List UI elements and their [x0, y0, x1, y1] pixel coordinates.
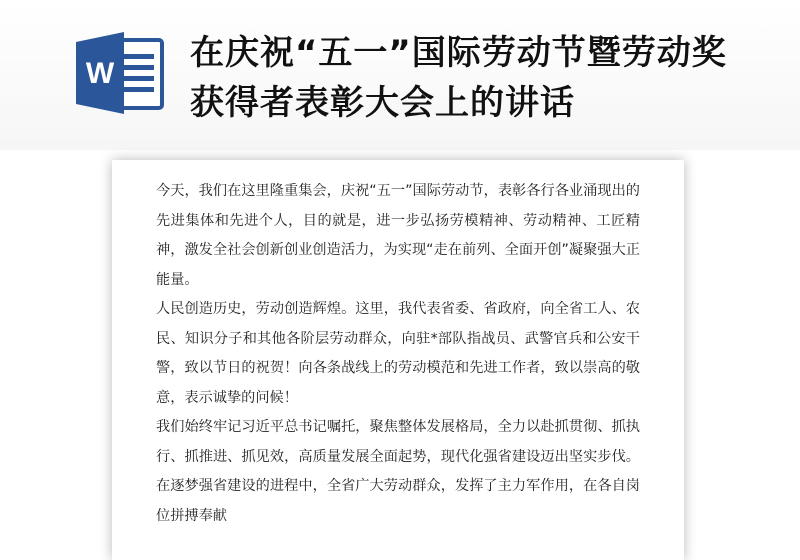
paragraph-2: 人民创造历史，劳动创造辉煌。这里，我代表省委、省政府，向全省工人、农民、知识分子和其他各阶层劳动群众，向驻*部队指战员、武警官兵和公安干警，致以节日的祝贺！向各条战线上的劳动模范和先进工作者，致以崇高的敬意，表示诚挚的问候！ [156, 301, 640, 406]
word-icon [74, 30, 166, 116]
paragraph-1: 今天，我们在这里隆重集会，庆祝“五一”国际劳动节，表彰各行各业涌现出的先进集体和先进个人，目的就是，进一步弘扬劳模精神、劳动精神、工匠精神，激发全社会创新创业创造活力，为实现“走在前列、全面开创”凝聚强大正能量。 [156, 183, 640, 288]
document-page [112, 160, 684, 560]
document-title: 在庆祝“五一”国际劳动节暨劳动奖获得者表彰大会上的讲话 [190, 33, 727, 123]
word-icon-letter: W [85, 57, 115, 90]
paragraph-3: 我们始终牢记习近平总书记嘱托，聚焦整体发展格局，全力以赴抓贯彻、抓执行、抓推进、抓见效，高质量发展全面起势，现代化强省建设迈出坚实步伐。在逐梦强省建设的进程中，全省广大劳动群众，发挥了主力军作用，在各自岗位拼搏奉献 [156, 419, 640, 524]
